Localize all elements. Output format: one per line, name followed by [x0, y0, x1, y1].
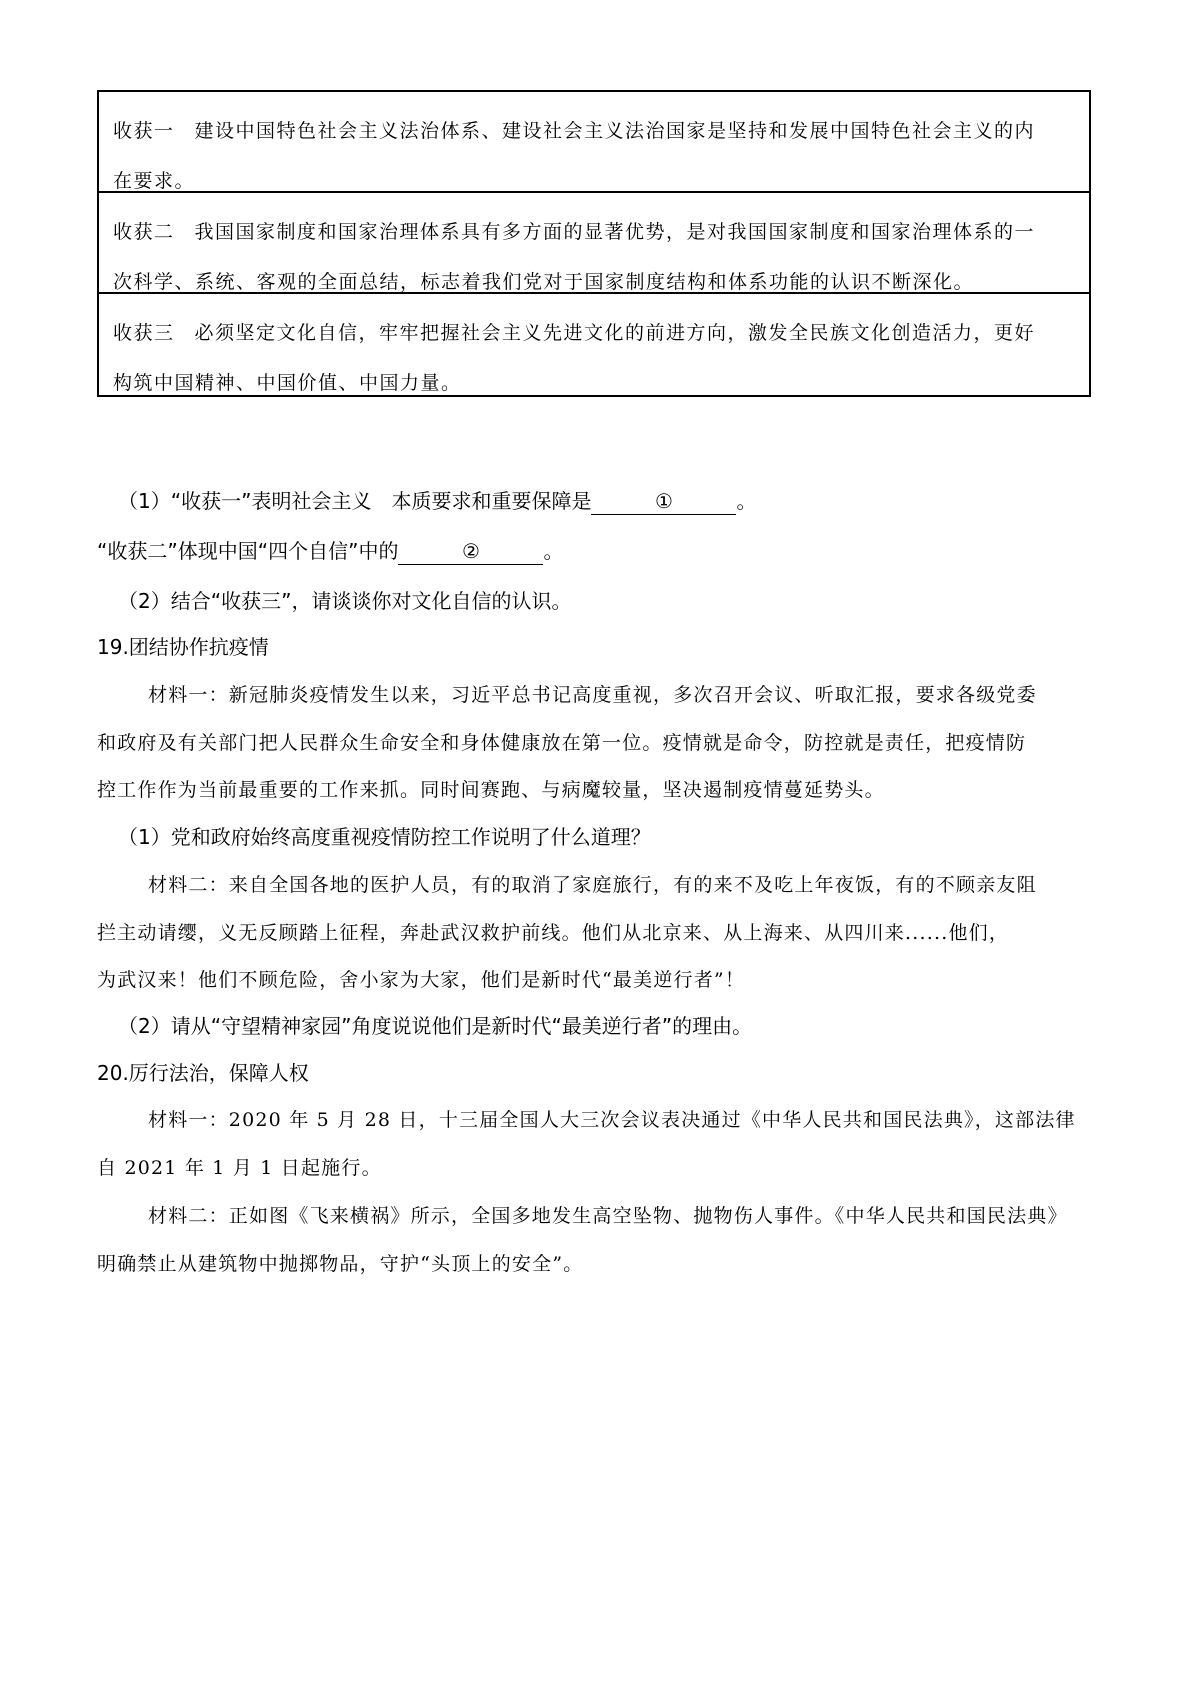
harvest-row-1	[99, 92, 1089, 193]
harvest-table	[97, 90, 1091, 397]
q19-material-2-line: 为武汉来！他们不顾危险，舍小家为大家，他们是新时代“最美逆行者”！	[97, 969, 746, 991]
q20-material-1-line: 自 2021 年 1 月 1 日起施行。	[97, 1157, 382, 1179]
harvest-text: 我国国家制度和国家治理体系具有多方面的显著优势，是对我国国家制度和国家治理体系的一	[194, 221, 1036, 243]
harvest-key: 收获三	[113, 322, 175, 344]
harvest-key: 收获二	[113, 221, 175, 243]
q20-material-2-line: 明确禁止从建筑物中抛掷物品，守护“头顶上的安全”。	[97, 1253, 584, 1275]
punct: 。	[736, 489, 757, 513]
q19-material-1-line: 和政府及有关部门把人民群众生命安全和身体健康放在第一位。疫情就是命令，防控就是责任，把疫情防	[97, 732, 1027, 754]
harvest-row-2	[99, 193, 1089, 294]
question-text: “收获二”体现中国“四个自信”中的	[97, 539, 399, 563]
q18-question-2: （2）结合“收获三”，请谈谈你对文化自信的认识。	[118, 589, 572, 613]
harvest-key: 收获一	[113, 120, 175, 142]
q20-material-1-line: 材料一：2020 年 5 月 28 日，十三届全国人大三次会议表决通过《中华人民共和国民法典》，这部法律	[148, 1109, 1076, 1131]
q19-question-1: （1）党和政府始终高度重视疫情防控工作说明了什么道理？	[118, 825, 651, 849]
q19-material-2-line: 材料二：来自全国各地的医护人员，有的取消了家庭旅行，有的来不及吃上年夜饭，有的不顾亲友阻	[148, 874, 1037, 896]
answer-blank-1[interactable]: ①	[591, 488, 736, 515]
harvest-text: 构筑中国精神、中国价值、中国力量。	[113, 372, 462, 394]
harvest-row-3	[99, 294, 1089, 395]
q19-material-1-line: 材料一：新冠肺炎疫情发生以来，习近平总书记高度重视，多次召开会议、听取汇报，要求各级党委	[148, 684, 1037, 706]
question-text: （1）“收获一”表明社会主义 本质要求和重要保障是	[118, 489, 592, 513]
q20-material-2-line: 材料二：正如图《飞来横祸》所示，全国多地发生高空坠物、抛物伤人事件。《中华人民共和国民法典》	[148, 1205, 1068, 1227]
q19-material-1-line: 控工作作为当前最重要的工作来抓。同时间赛跑、与病魔较量，坚决遏制疫情蔓延势头。	[97, 779, 885, 801]
q19-question-2: （2）请从“守望精神家园”角度说说他们是新时代“最美逆行者”的理由。	[118, 1014, 753, 1038]
q18-question-1a	[118, 486, 756, 516]
q19-material-2-line: 拦主动请缨，义无反顾踏上征程，奔赴武汉救护前线。他们从北京来、从上海来、从四川来......他们，	[97, 922, 1010, 944]
q18-question-1b	[97, 536, 563, 566]
punct: 。	[543, 539, 564, 563]
harvest-text: 建设中国特色社会主义法治体系、建设社会主义法治国家是坚持和发展中国特色社会主义的内	[194, 120, 1036, 142]
harvest-text: 次科学、系统、客观的全面总结，标志着我们党对于国家制度结构和体系功能的认识不断深化。	[113, 271, 975, 293]
harvest-text: 在要求。	[113, 170, 196, 192]
answer-blank-2[interactable]: ②	[398, 538, 543, 565]
harvest-text: 必须坚定文化自信，牢牢把握社会主义先进文化的前进方向，激发全民族文化创造活力，更好	[194, 322, 1036, 344]
q20-title: 20.厉行法治，保障人权	[97, 1061, 309, 1085]
q19-title: 19.团结协作抗疫情	[97, 635, 269, 659]
